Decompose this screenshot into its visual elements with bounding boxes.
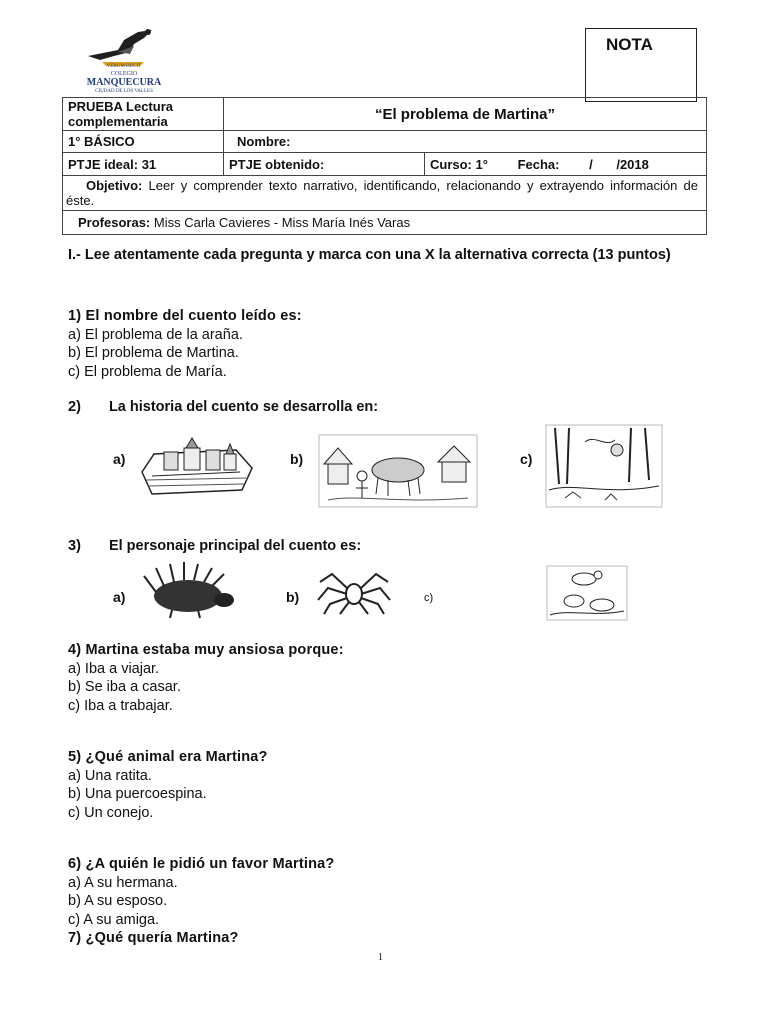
question-2-number: 2)	[68, 399, 81, 415]
question-6	[68, 855, 334, 948]
question-5-option-a[interactable]: a) Una ratita.	[68, 767, 152, 784]
test-type: PRUEBA Lectura complementaria	[63, 98, 224, 131]
objective	[63, 176, 707, 211]
question-6-text: 6) ¿A quién le pidió un favor Martina?	[68, 856, 335, 872]
condor-icon	[78, 26, 170, 68]
question-3-option-b[interactable]: b)	[286, 589, 300, 605]
grade-level: 1° BÁSICO	[63, 131, 224, 153]
obtained-score-field[interactable]	[224, 153, 425, 176]
objective-label: Objetivo:	[86, 178, 143, 193]
date-label: Fecha:	[517, 156, 560, 172]
question-1-option-c[interactable]: c) El problema de María.	[68, 363, 227, 380]
question-6-option-b[interactable]: b) A su esposo.	[68, 893, 168, 909]
question-2-label: La historia del cuento se desarrolla en:	[108, 399, 379, 415]
course-label: Curso: 1°	[430, 156, 488, 172]
question-7-text: 7) ¿Qué quería Martina?	[68, 930, 239, 946]
question-3-option-c[interactable]: c)	[424, 592, 434, 604]
question-2-option-b[interactable]: b)	[290, 451, 304, 467]
school-logo	[78, 26, 170, 96]
question-4-option-a[interactable]: a) Iba a viajar.	[68, 660, 160, 677]
question-3-text	[68, 537, 361, 556]
question-3-number: 3)	[68, 538, 81, 554]
question-1	[68, 307, 302, 381]
question-3-option-a[interactable]: a)	[113, 589, 126, 605]
page-title: “El problema de Martina”	[224, 98, 707, 131]
objective-text: Leer y comprender texto narrativo, identificando, relacionando y extrayendo información de éste.	[66, 178, 698, 208]
grade-label: NOTA	[606, 35, 653, 54]
porcupine-icon	[138, 562, 238, 620]
instruction: I.- Lee atentamente cada pregunta y marca con una X la alternativa correcta (13 puntos)	[68, 247, 671, 263]
name-label: Nombre:	[237, 134, 291, 149]
question-4-option-b[interactable]: b) Se iba a casar.	[68, 679, 181, 695]
question-1-option-a[interactable]: a) El problema de la araña.	[68, 326, 243, 343]
question-4-text: 4) Martina estaba muy ansiosa porque:	[68, 642, 344, 658]
question-2-option-a[interactable]: a)	[113, 451, 126, 467]
teachers-text: Miss Carla Cavieres - Miss María Inés Varas	[153, 215, 411, 230]
question-2-text	[68, 398, 378, 417]
question-4	[68, 641, 344, 715]
question-6-option-c[interactable]: c) A su amiga.	[68, 911, 160, 928]
header-table	[62, 97, 707, 235]
course-date-cell	[425, 153, 707, 176]
teachers	[63, 211, 707, 235]
page-number: 1	[378, 952, 383, 963]
date-separator: /	[589, 156, 593, 172]
logo-motto: VERUM DUCIT	[106, 64, 142, 69]
question-5-option-c[interactable]: c) Un conejo.	[68, 804, 154, 821]
question-3-label: El personaje principal del cuento es:	[108, 538, 362, 554]
question-6-option-a[interactable]: a) A su hermana.	[68, 874, 178, 891]
date-year: /2018	[616, 156, 649, 172]
obtained-score-label: PTJE obtenido:	[229, 156, 325, 172]
logo-school-line3: CIUDAD DE LOS VALLES	[95, 89, 153, 94]
question-2-option-c[interactable]: c)	[520, 451, 533, 467]
logo-school-line1: COLEGIO	[110, 71, 138, 77]
forest-scene-icon	[545, 424, 663, 508]
spider-icon	[316, 570, 392, 616]
question-5-text: 5) ¿Qué animal era Martina?	[68, 749, 268, 765]
village-scene-icon	[318, 434, 478, 508]
ideal-score: PTJE ideal: 31	[63, 153, 224, 176]
teachers-label: Profesoras:	[78, 215, 151, 230]
question-1-option-b[interactable]: b) El problema de Martina.	[68, 345, 239, 361]
mice-scene-icon	[546, 565, 628, 621]
walled-town-icon	[136, 432, 256, 498]
grade-box[interactable]	[585, 28, 697, 102]
question-5-option-b[interactable]: b) Una puercoespina.	[68, 786, 207, 802]
name-field[interactable]	[224, 131, 707, 153]
question-1-text: 1) El nombre del cuento leído es:	[68, 308, 302, 324]
logo-school-name: MANQUECURA	[86, 77, 162, 88]
question-5	[68, 748, 268, 822]
question-4-option-c[interactable]: c) Iba a trabajar.	[68, 697, 173, 714]
